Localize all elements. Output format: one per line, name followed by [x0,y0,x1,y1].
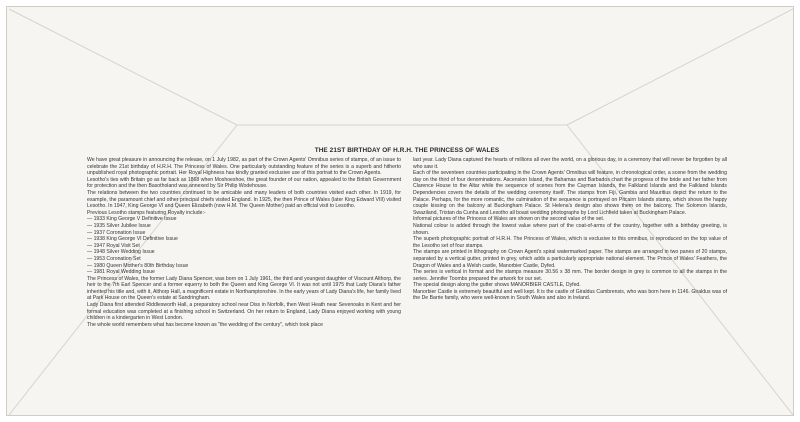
paragraph-printing: The stamps are printed in lithography on Crown Agent's spiral watermarked paper. The stamps are arranged in two panes of 20 stamps, separated by a vertical gutter, printed in grey, which adds a particularly appropriate national element. The Prince of Wales' Feathers, the Dragon of Wales and a Welsh castle, Manorbier Castle, Dyfed. [413,249,727,269]
flap-line-left-top [9,9,237,125]
text-columns [87,157,727,328]
royalty-stamps-heading: Previous Lesotho stamps featuring Royalty include:- [87,209,206,216]
envelope-back [6,6,794,416]
royalty-stamps-list [87,216,401,275]
paragraph-omnibus-countries: Each of the seventeen countries participating in the Crown Agents' Omnibus will feature, in chronological order, a scene from the wedding day on the third of four denominations. Ascension Island, the Bahamas and Barbados chart the progress of the bride and her father from Clarence House to the Altar while the sequence of scenes from the Cayman Islands, the Falkland Islands and the Falkland Islands Dependencies covers the details of the wedding ceremony itself. The stamps from Fiji, Gambia and Mauritius depict the return to the Palace. Perhaps, for the more romantic, the culmination of the sequence is portrayed on Pitcairn Islands stamp, which shows the happy couple kissing on the balcony at Buckingham Palace. St Helena's design also shows them on the balcony. The Solomon Islands, Swaziland, Tristan da Cunha and Lesotho all boast wedding photographs by Lord Lichfield taken at Buckingham Palace. [413,170,727,216]
paragraph-portrait: The superb photographic portrait of H.R.H. The Princess of Wales, which is exclusive to this omnibus, is reproduced on the top value of the Lesotho set of four stamps. [413,236,727,249]
list-item: — 1933 King George V Definitive Issue [87,216,177,223]
list-item: — 1937 Coronation Issue [87,229,146,236]
paragraph-announcement: We have great pleasure in announcing the release, on 1 July 1982, as part of the Crown Agents' Omnibus series of stamps, of an issue to celebrate the 21st birthday of H.R.H. The Princess of Wales. One particularly outstanding feature of the series is a superb and hitherto unpublished royal photographic portrait. Her Royal Highness has kindly granted exclusive use of this portrait to the Crown Agents. [87,157,401,177]
paragraph-gutter-design: The special design along the gutter shows MANORBIER CASTLE, Dyfed. [413,282,581,289]
paragraph-national-colour: National colour is added through the lowest value where part of the coat-of-arms of the country, together with a birthday greeting, is shown. [413,222,727,236]
list-item: — 1953 Coronation Set [87,255,141,262]
printed-insert-text [87,147,727,328]
paragraph-education: Lady Diana first attended Riddlesworth Hall, a preparatory school near Diss in Norfolk, then West Heath near Sevenoaks in Kent and her formal education was completed at a finishing school in Switzerland. On her return to England, Lady Diana enjoyed working with young children in a kindergarten in West London. [87,302,401,322]
paragraph-wedding-start: The whole world remembers what has become known as "the wedding of the century", which took place [87,321,323,328]
list-item: — 1935 Silver Jubilee Issue [87,222,151,229]
paragraph-manorbier-castle: Manorbier Castle is extremely beautiful and well kept. It is the castle of Giraldus Cambrensis, who was born here in 1146. Giraldus was of the De Barrie family, who were well-known in South Wales and also in Ireland. [413,288,727,302]
paragraph-relations: The relations between the two countries continued to be amicable and many leaders of both countries visited each other. In 1919, for example, the paramount chief and other principal chiefs visited England. In 1925, the then Prince of Wales (later King Edward VIII) visited Lesotho. In 1947, King George VI and Queen Elizabeth (now H.M. The Queen Mother) paid an official visit to Lesotho. [87,189,401,210]
left-column [87,157,401,328]
page-title: THE 21ST BIRTHDAY OF H.R.H. THE PRINCESS OF WALES [314,147,500,154]
list-item: — 1981 Royal Wedding Issue [87,269,155,276]
list-item: — 1948 Silver Wedding Issue [87,249,155,256]
flap-line-right-top [567,9,793,125]
paragraph-format: The series is vertical in format and the stamps measure 30.56 x 38 mm. The border design in grey is common to all the stamps in the series. Jennifer Toombs prepared the artwork for our set. [413,269,727,282]
paragraph-lesotho-ties: Lesotho's ties with Britain go as far back as 1868 when Moshoeshoe, the great founder of our nation, appealed to the British Government for protection and the then Basotholand was annexed by Sir Philip Wodehouse. [87,176,401,190]
paragraph-informal-pictures: Informal pictures of the Princess of Wales are shown on the second value of the set. [413,216,605,223]
list-item: — 1947 Royal Visit Set [87,242,140,249]
paragraph-princess-biography: The Princess of Wales, the former Lady Diana Spencer, was born on 1 July 1961, the third and youngest daughter of Viscount Althorp, the heir to the 7th Earl Spencer and a former equerry to both the Queen and King George VI. It was not until 1975 that Lady Diana's father inherited his title and, with it, Althorp Hall, a magnificent estate in Northamptonshire. In the early years of Lady Diana's life, her family lived at Park House on the Queen's estate at Sandringham. [87,275,401,302]
list-item: — 1980 Queen Mother's 80th Birthday Issue [87,262,189,269]
paragraph-wedding-end: last year. Lady Diana captured the hearts of millions all over the world, on a glorious day, in a ceremony that will never be forgotten by all who saw it. [413,157,727,170]
right-column [413,157,727,328]
list-item: — 1938 King George VI Definitive Issue [87,236,178,243]
